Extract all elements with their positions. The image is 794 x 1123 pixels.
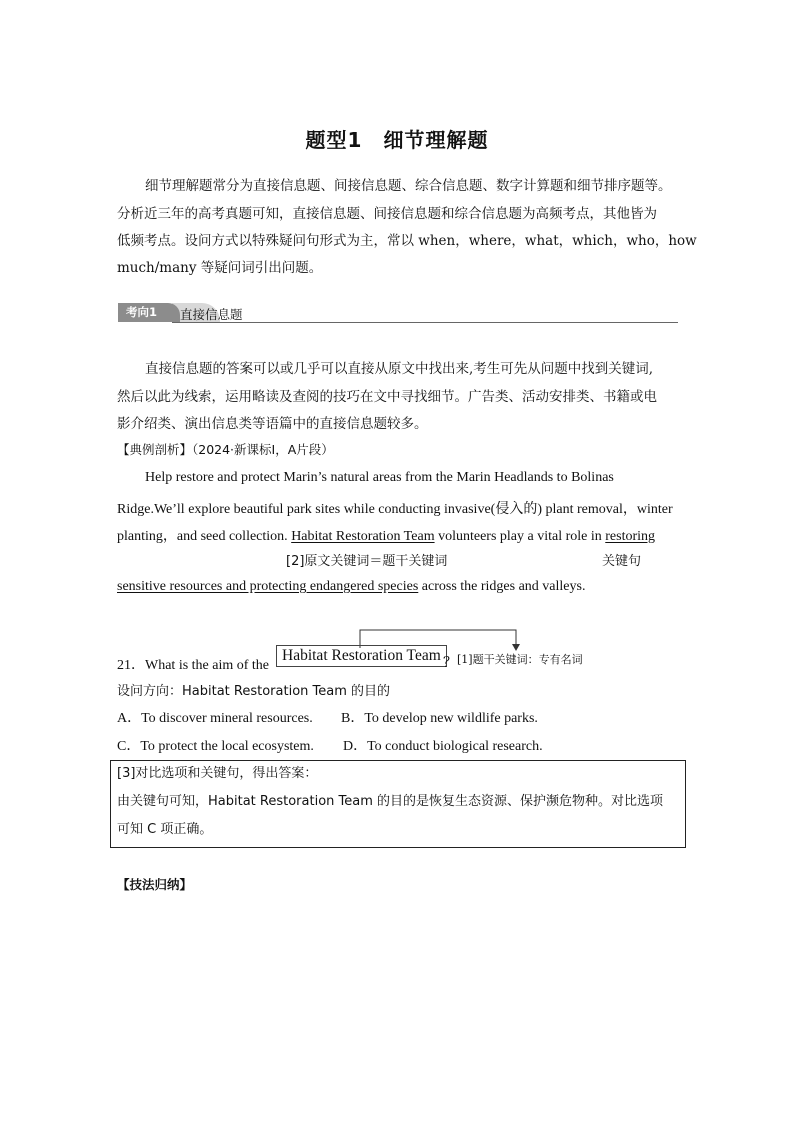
option-b: B．To develop new wildlife parks. <box>341 711 538 726</box>
intro-line-4: much/many 等疑问词引出问题。 <box>117 260 323 276</box>
answer-line-1: 由关键句可知，Habitat Restoration Team 的目的是恢复生态资源、保护濒危物种。对比选项 <box>117 794 664 809</box>
passage-line-4 <box>117 579 585 595</box>
section-underline <box>172 322 678 323</box>
passage-line-1: Help restore and protect Marin’s natural areas from the Marin Headlands to Bolinas <box>145 470 614 485</box>
key-sentence-underline: restoring <box>605 529 656 544</box>
keyword-underline: Habitat Restoration Team <box>291 529 435 544</box>
passage-text: across the ridges and valleys. <box>418 579 586 594</box>
para2-line-1: 直接信息题的答案可以或几乎可以直接从原文中找出来,考生可先从问题中找到关键词, <box>145 361 654 377</box>
technique-label: 【技法归纳】 <box>117 877 193 892</box>
intro-line-3: 低频考点。设问方式以特殊疑问句形式为主，常以 when，where，what，which，who，how <box>117 233 697 249</box>
option-c: C．To protect the local ecosystem. <box>117 739 314 754</box>
example-label: 【典例剖析】（2024·新课标Ⅰ，A片段） <box>117 442 334 457</box>
passage-text: volunteers play a vital role in <box>434 529 606 544</box>
key-sentence-underline: sensitive resources and protecting endangered species <box>117 579 419 594</box>
passage-text: planting，and seed collection. <box>117 529 292 544</box>
answer-line-2: 可知 C 项正确。 <box>117 822 213 837</box>
option-d: D．To conduct biological research. <box>343 739 543 754</box>
intro-line-2: 分析近三年的高考真题可知，直接信息题、间接信息题和综合信息题为高频考点，其他皆为 <box>117 206 657 222</box>
question-suffix: ？ <box>443 656 457 671</box>
section-label: 直接信息题 <box>180 307 243 322</box>
section-tag: 考向1 <box>118 303 180 322</box>
question-prefix: 21．What is the aim of the <box>117 658 270 673</box>
annotation-keyword: [2]原文关键词＝题干关键词 <box>286 554 448 569</box>
section-header <box>118 303 678 323</box>
passage-line-2: Ridge.We’ll explore beautiful park sites while conducting invasive(侵入的) plant removal，winter <box>117 502 673 517</box>
annotation-key-sentence: 关键句 <box>602 554 642 569</box>
question-keyword-box: Habitat Restoration Team <box>276 645 447 667</box>
passage-line-3 <box>117 525 655 545</box>
question-direction: 设问方向：Habitat Restoration Team 的目的 <box>117 684 391 699</box>
answer-head: [3]对比选项和关键句，得出答案： <box>117 766 318 781</box>
para2-line-2: 然后以此为线索，运用略读及查阅的技巧在文中寻找细节。广告类、活动安排类、书籍或电 <box>117 389 657 405</box>
question-note: [1]题干关键词：专有名词 <box>457 653 583 666</box>
para2-line-3: 影介绍类、演出信息类等语篇中的直接信息题较多。 <box>117 416 428 432</box>
page-title: 题型1 细节理解题 <box>305 128 489 152</box>
option-a: A．To discover mineral resources. <box>117 711 313 726</box>
intro-line-1: 细节理解题常分为直接信息题、间接信息题、综合信息题、数字计算题和细节排序题等。 <box>145 178 672 194</box>
